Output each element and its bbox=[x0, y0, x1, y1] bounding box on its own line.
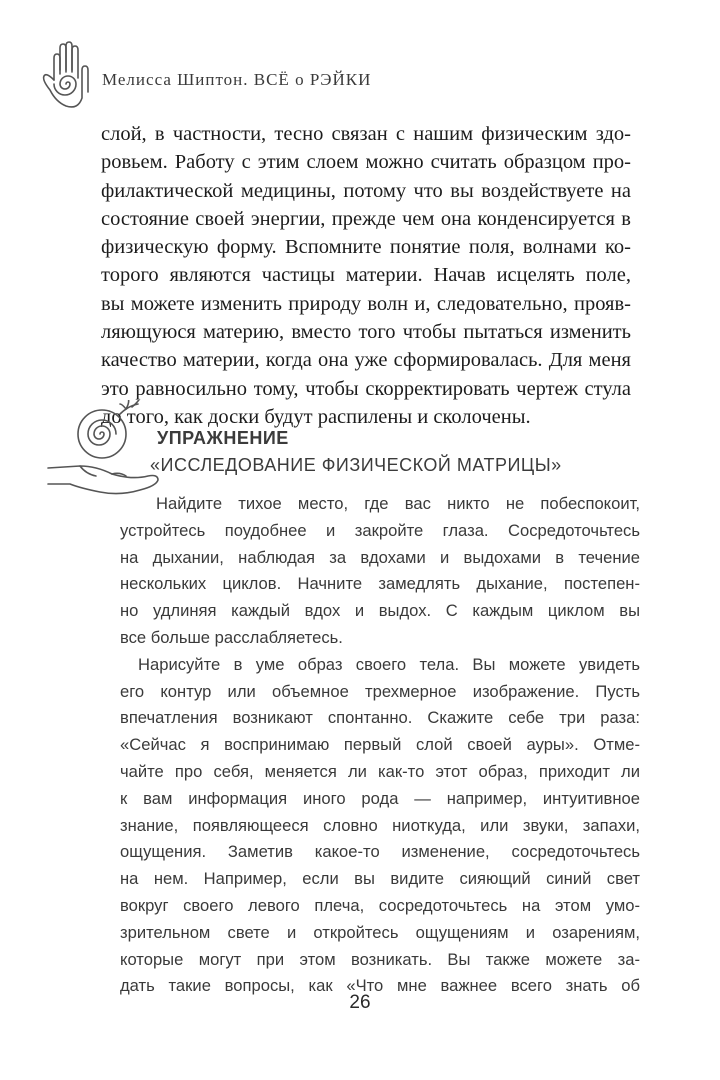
text-line: ляющуюся материю, вместо того чтобы пытаться изменить bbox=[101, 321, 631, 344]
text-line: Нарисуйте в уме образ своего тела. Вы можете увидеть bbox=[138, 654, 640, 674]
text-line: торого являются частицы материи. Начав исцелять поле, bbox=[101, 264, 631, 287]
text-line: на нем. Например, если вы видите сияющий синий свет bbox=[120, 869, 640, 889]
text-line: которые могут при этом возникать. Вы также можете за- bbox=[120, 949, 640, 969]
text-line: «Сейчас я воспринимаю первый слой своей ауры». Отме- bbox=[120, 735, 640, 755]
hand-spiral-icon bbox=[40, 40, 96, 112]
text-line: чайте про себя, меняется ли как-то этот образ, приходит ли bbox=[120, 761, 640, 781]
text-line: нескольких циклов. Начните замедлять дыхание, постепен- bbox=[120, 574, 640, 594]
text-line: устройтесь поудобнее и закройте глаза. Сосредоточьтесь bbox=[120, 520, 640, 540]
text-line: его контур или объемное трехмерное изображение. Пусть bbox=[120, 681, 640, 701]
text-line: вы можете изменить природу волн и, следовательно, прояв- bbox=[101, 292, 631, 315]
text-line: на дыхании, наблюдая за вдохами и выдохами в течение bbox=[120, 547, 640, 567]
running-header bbox=[40, 40, 680, 112]
text-line: физическую форму. Вспомните понятие поля, волнами ко- bbox=[101, 236, 631, 259]
text-line: но удлиняя каждый вдох и выдох. С каждым циклом вы bbox=[120, 601, 640, 621]
text-line: ровьем. Работу с этим слоем можно считать образцом про- bbox=[101, 151, 631, 174]
palm-spiral-icon bbox=[40, 400, 170, 500]
text-line: состояние своей энергии, прежде чем она конденсируется в bbox=[101, 207, 631, 230]
text-line: филактической медицины, потому что вы воздействуете на bbox=[101, 179, 631, 202]
text-line: качество материи, когда она уже сформировалась. Для меня bbox=[101, 349, 631, 372]
text-line: до того, как доски будут распилены и сколочены. bbox=[101, 405, 531, 428]
exercise-body bbox=[120, 491, 640, 1000]
text-line: слой, в частности, тесно связан с нашим физическим здо- bbox=[101, 123, 631, 145]
text-line: это равносильно тому, чтобы скорректировать чертеж стула bbox=[101, 377, 631, 400]
page-number: 26 bbox=[349, 992, 371, 1013]
text-line: дать такие вопросы, как «Что мне важнее всего знать об bbox=[120, 976, 640, 996]
text-line: вокруг своего левого плеча, сосредоточьтесь на этом умо- bbox=[120, 895, 640, 915]
text-line: все больше расслабляетесь. bbox=[120, 627, 343, 647]
text-line: к вам информация иного рода — например, интуитивное bbox=[120, 788, 640, 808]
text-line: ощущения. Заметив какое-то изменение, сосредоточьтесь bbox=[120, 842, 640, 862]
main-paragraph bbox=[101, 120, 631, 431]
header-title: Мелисса Шиптон. ВСЁ о РЭЙКИ bbox=[102, 70, 372, 89]
exercise-heading: УПРАЖНЕНИЕ bbox=[157, 428, 289, 448]
text-line: зрительном свете и откройтесь ощущениям и озарениям, bbox=[120, 922, 640, 942]
text-line: впечатления возникают спонтанно. Скажите себе три раза: bbox=[120, 708, 640, 728]
text-line: знание, появляющееся словно ниоткуда, или звуки, запахи, bbox=[120, 815, 640, 835]
text-line: Найдите тихое место, где вас никто не побеспокоит, bbox=[156, 494, 640, 513]
exercise-subheading: «ИССЛЕДОВАНИЕ ФИЗИЧЕСКОЙ МАТРИЦЫ» bbox=[150, 455, 562, 475]
